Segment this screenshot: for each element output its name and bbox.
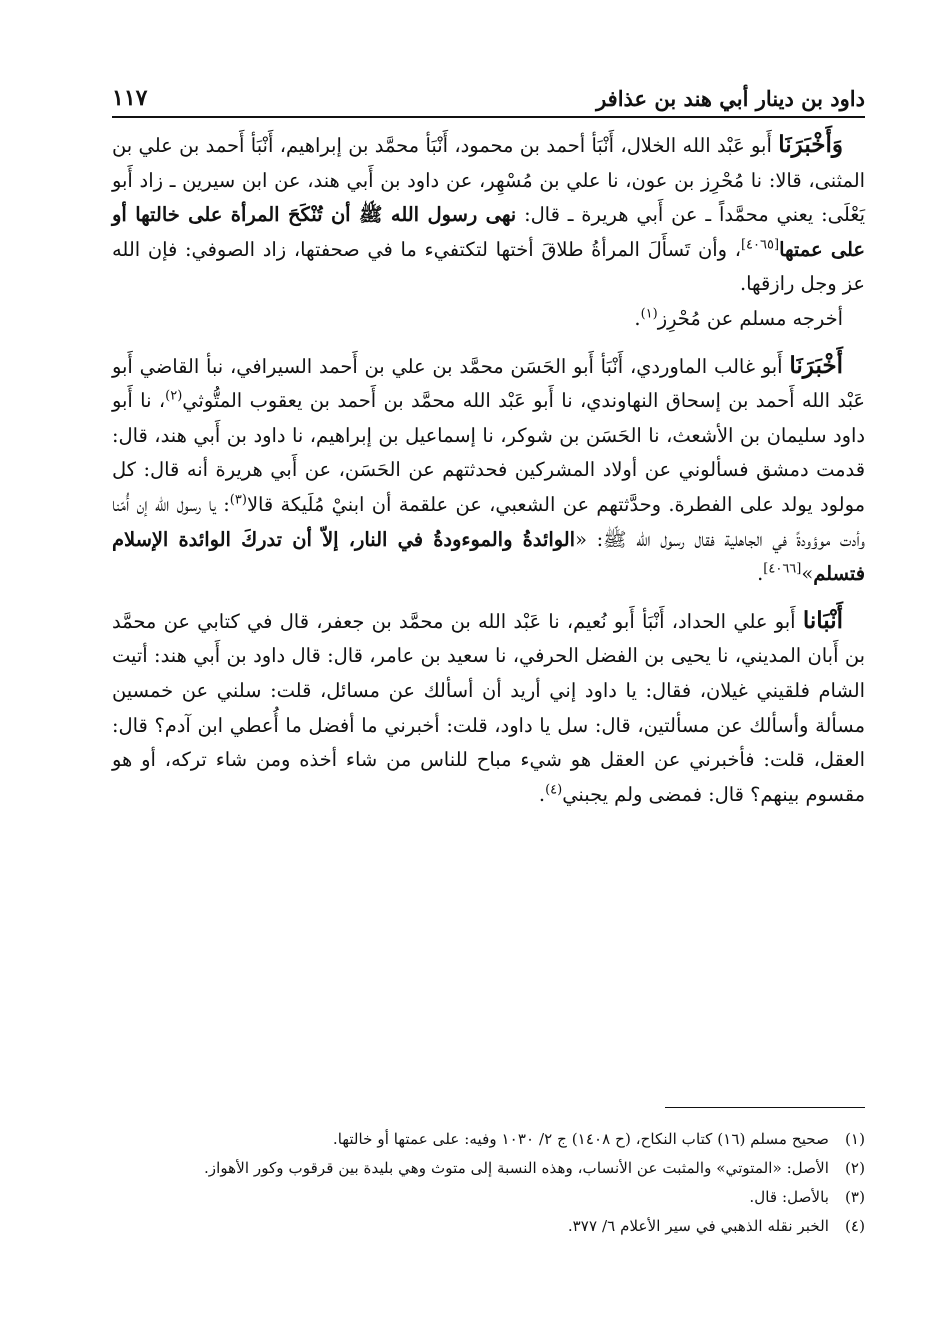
paragraph-1 — [112, 128, 865, 302]
paragraph-text: أَبو عَبْد الله الخلال، أَنْبَأ أحمد بن محمود، أَنْبَأ محمَّد بن إبراهيم، أَنْبَأ أَحمد بن علي بن المثنى، قالا: نا مُحْرِز بن عون، نا علي بن مُسْهِر، عن داود بن أَبي هند، عن ابن سيرين ـ زاد أَبو يَعْلَى: يعني محمَّداً ـ عن أَبي هريرة ـ قال: — [112, 134, 866, 227]
footnote — [112, 1155, 865, 1181]
footnote-text: الأصل: «المتوتي» والمثبت عن الأنساب، وهذه النسبة إلى متوث وهي بليدة بين قرقوب وكور الأهواز. — [203, 1159, 829, 1177]
footnote-number: (٢) — [844, 1159, 865, 1177]
running-title: داود بن دينار أبي هند بن عذافر — [596, 85, 865, 111]
paragraph-end: . — [757, 562, 764, 586]
page-number: ١١٧ — [112, 85, 148, 111]
chain-lead-word: أَنْبَانا — [802, 606, 843, 634]
paragraph-text: » — [801, 562, 814, 586]
footnote-number: (١) — [844, 1130, 865, 1148]
footnote — [112, 1184, 865, 1210]
hadith-text: الوائدةُ والموءودةُ في النار، إلاّ أن تدركَ الوائدة الإسلام فتسلم — [112, 527, 865, 586]
hadith-text: نهى رسول الله ﷺ أن تُنْكَحَ المرأة على خالتها أو على عمتها — [112, 203, 865, 261]
hadith-number: [٤٠٦٥] — [740, 237, 780, 253]
paragraph-end: . — [634, 306, 641, 330]
paragraph-text: : يا رسول الله إن أُمّنا وأدت موؤودةً في الجاهلية فقال رسول الله ﷺ: « — [112, 492, 865, 551]
paragraph-end: . — [538, 782, 546, 806]
footnote-marker: (٣) — [229, 492, 247, 508]
chain-lead-word: وَأَخْبَرَنَا — [778, 131, 843, 158]
footnote-marker: (١) — [640, 306, 658, 322]
paragraph-text: أَبو علي الحداد، أَنْبَأ أَبو نُعيم، نا عَبْد الله بن محمَّد بن جعفر، قال في كتابي عن محمَّد بن أَبان المديني، نا يحيى بن الفضل الحرفي، نا سعيد بن عامر، قال: قال داود بن أَبي هند: أتيت الشام فلقيني غيلان، فقال: يا داود إني أريد أن أسألك عن مسائل، قلت: سلني عن خمسين مسألة وأسألك عن مسألتين، قال: سل يا داود، قلت: أخبرني ما أفضل ما أُعطي ابن آدم؟ قال: العقل، قلت: فأخبرني عن العقل هو شيء مباح للناس من شاء أخذه ومن شاء تركه، أو هو مقسوم بينهم؟ قال: فمضى ولم يجبني — [112, 609, 865, 806]
footnote-text: الخبر نقله الذهبي في سير الأعلام ٦/ ٣٧٧. — [567, 1217, 829, 1235]
paragraph-text: أخرجه مسلم عن مُحْرِز — [657, 306, 843, 330]
paragraph-4 — [112, 604, 865, 813]
footnotes — [112, 1126, 865, 1242]
footnote — [112, 1213, 865, 1239]
footnote-text: بالأصل: قال. — [749, 1188, 829, 1206]
paragraph-2 — [112, 302, 865, 337]
paragraph-3 — [112, 349, 865, 592]
footnote — [112, 1126, 865, 1152]
paragraph-text: ، نا أَبو داود سليمان بن الأشعث، نا الحَسَن بن شوكر، نا إسماعيل بن إبراهيم، نا داود بن أَبي هند، قال: قدمت دمشق فسألوني عن أولاد المشركين فحدثتهم عن الحَسَن، عن أَبي هريرة أنه قال: كل مولود يولد على الفطرة. وحدَّثتهم عن الشعبي، عن علقمة أن ابنيْ مُلَيكة قالا — [112, 389, 865, 516]
page-header — [112, 80, 865, 118]
paragraph-text: أَبو غالب الماوردي، أَنْبَأ أَبو الحَسَن محمَّد بن علي بن أَحمد السيرافي، نبأ القاضي أَبو عَبْد الله أَحمد بن إسحاق النهاوندي، نا أَبو عَبْد الله محمَّد بن أَحمد بن يعقوب المتُّوثي — [112, 354, 865, 413]
main-text — [112, 128, 865, 812]
paragraph-text: ، وأن تَسأَلَ المرأةُ طلاقَ أختها لتكتفيء ما في صحفتها، زاد الصوفي: فإن الله عز وجل رازقها. — [112, 237, 865, 296]
footnote-divider — [665, 1107, 865, 1108]
chain-lead-word: أَخْبَرَنَا — [789, 351, 843, 379]
footnote-number: (٤) — [844, 1217, 865, 1235]
hadith-number: [٤٠٦٦] — [763, 561, 802, 577]
footnote-text: صحيح مسلم (١٦) كتاب النكاح، (ح ١٤٠٨) ج ٢/ ١٠٣٠ وفيه: على عمتها أو خالتها. — [332, 1130, 829, 1148]
footnote-marker: (٢) — [165, 388, 183, 404]
footnote-number: (٣) — [844, 1188, 865, 1206]
footnote-marker: (٤) — [545, 782, 563, 798]
